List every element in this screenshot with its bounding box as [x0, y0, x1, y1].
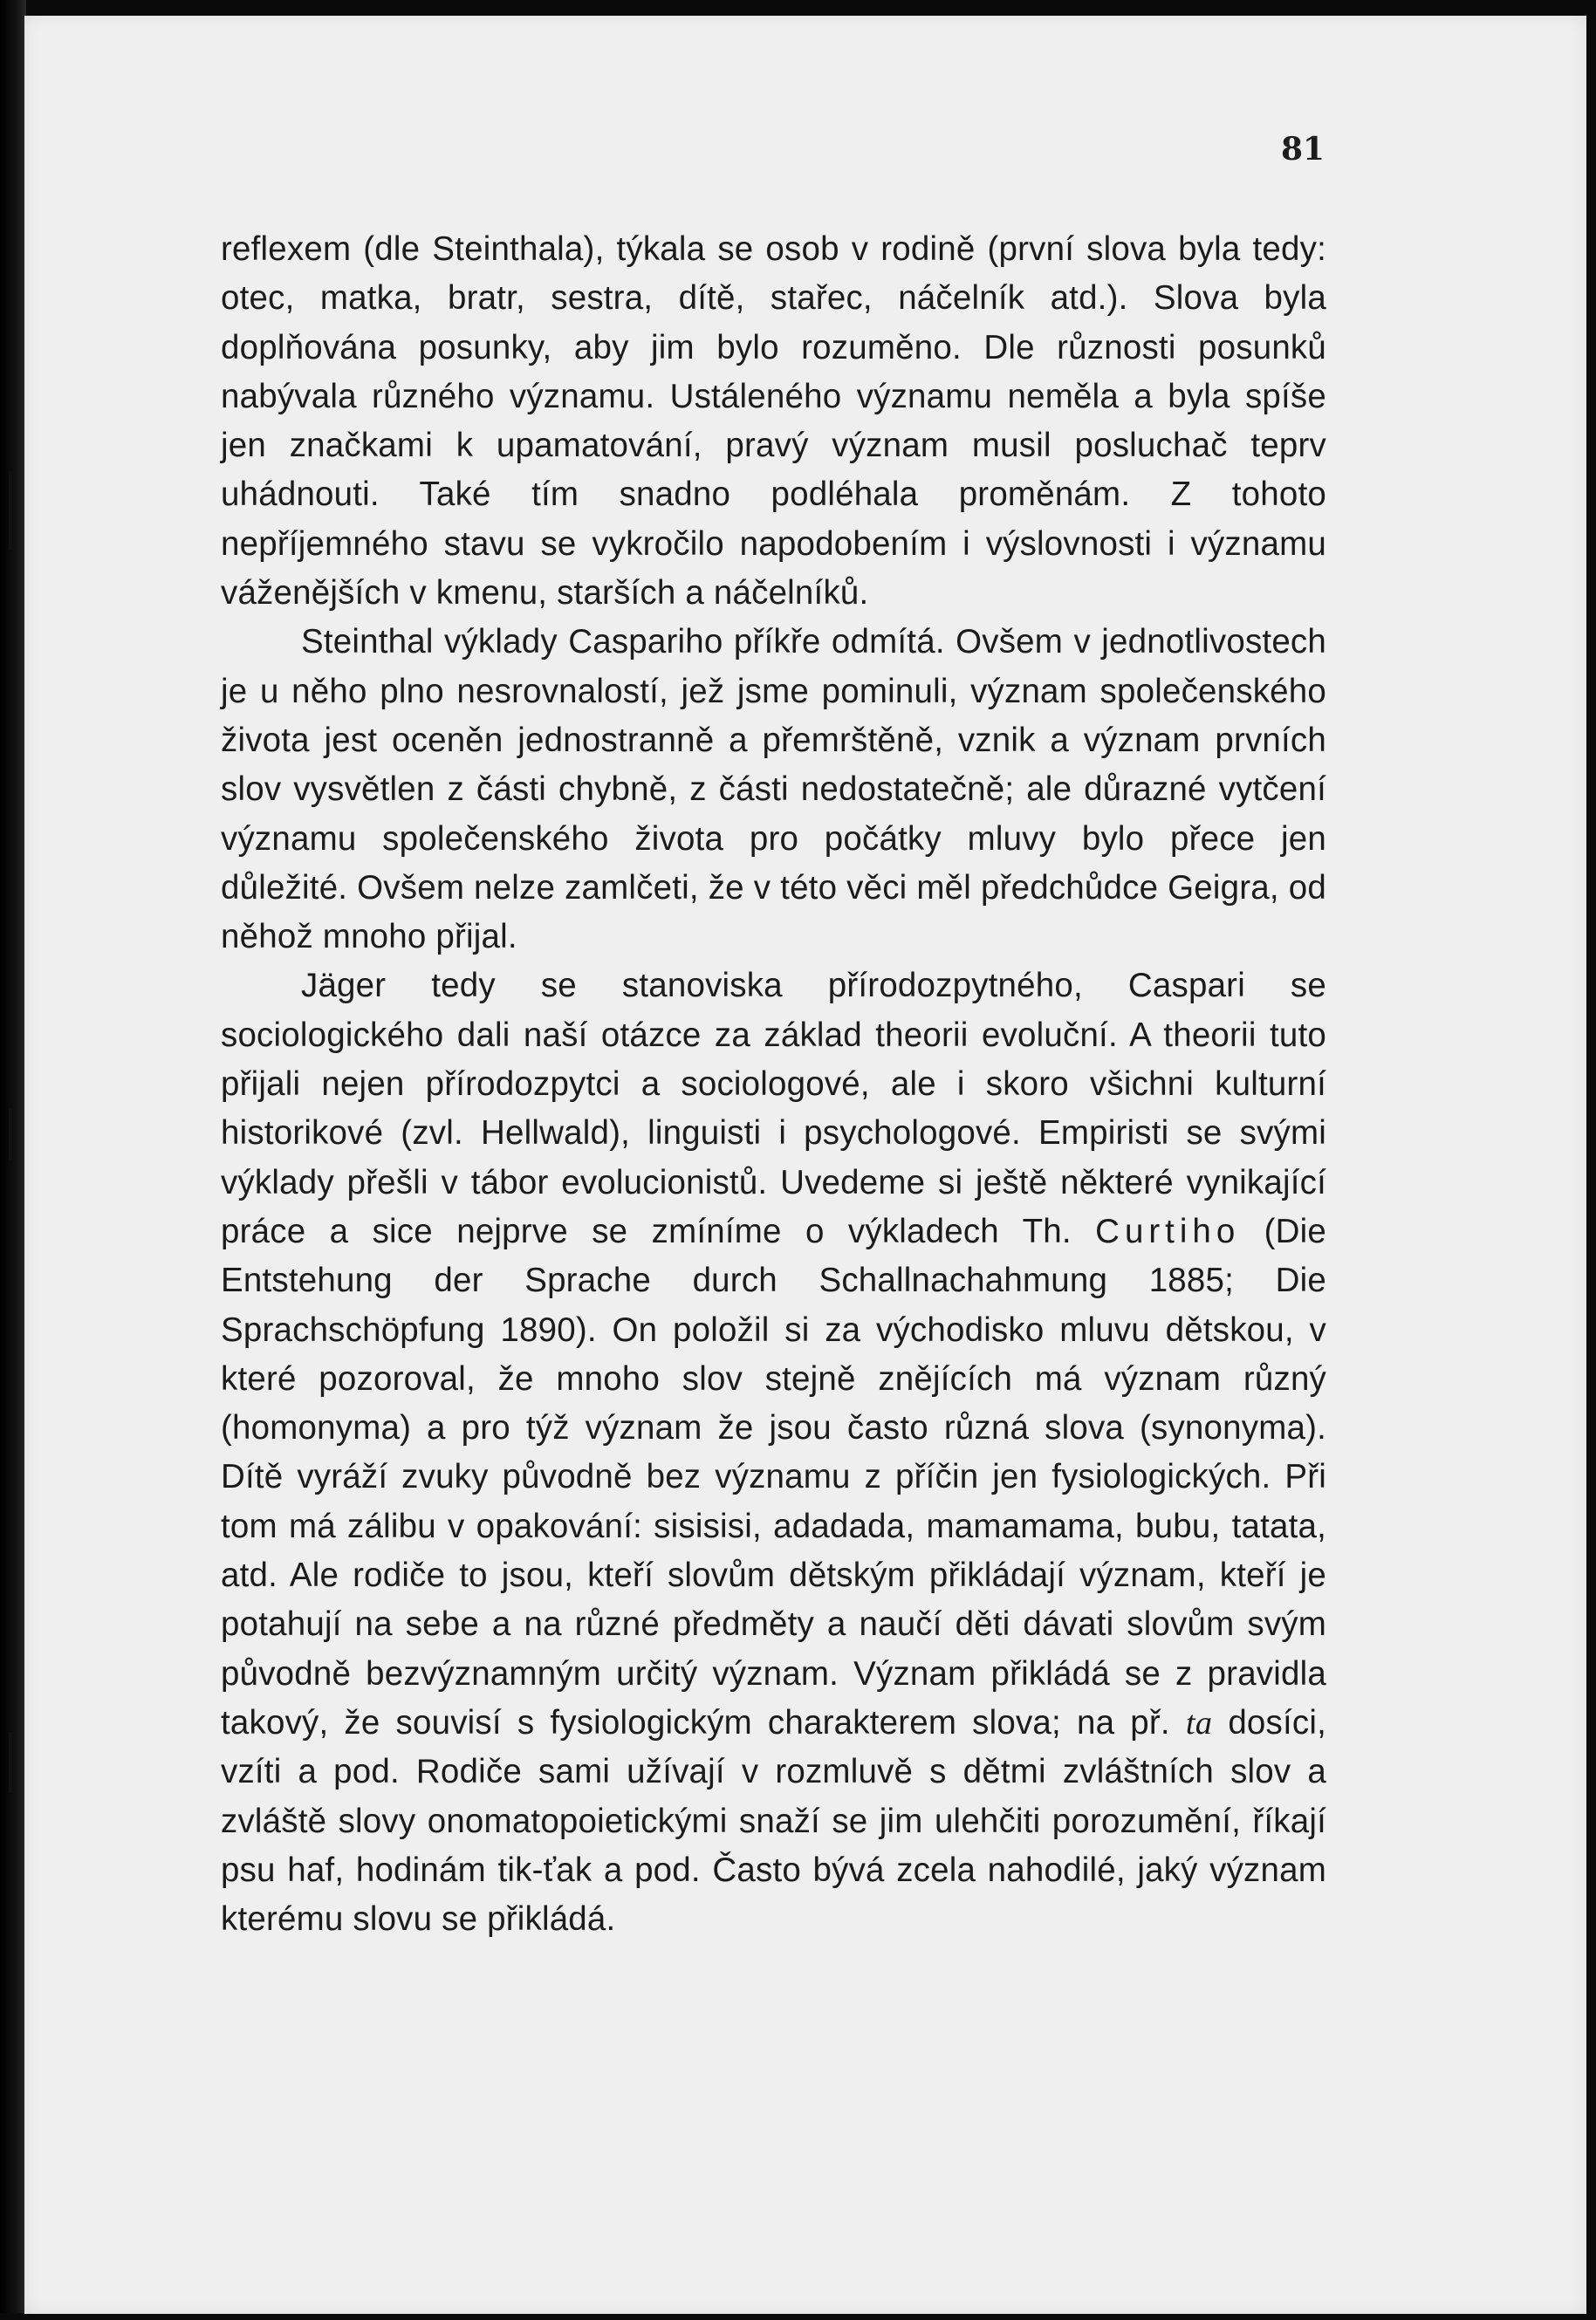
scan-edge-mark [9, 471, 12, 550]
scan-border-left [0, 0, 26, 2320]
italic-example: ta [1185, 1704, 1213, 1742]
scan-border-right [1586, 0, 1596, 2320]
page-number: 81 [1281, 131, 1325, 168]
paragraph-1 [221, 225, 1326, 618]
body-text [221, 225, 1326, 1944]
scan-border-top [0, 0, 1596, 16]
scan-border-bottom [0, 2313, 1596, 2320]
paragraph-2 [221, 618, 1326, 962]
text-run: dosíci, vzíti a pod. Rodiče sami užívají v rozmluvě s dětmi zvláštních slov a zvláště slovy onomatopoietickými snaží se jim ulehčiti porozumění, říkají psu haf, hodinám tik-ťak a pod. Často bývá zcela nahodilé, jaký význam kterému slovu se přikládá. [221, 1703, 1326, 1939]
text-run: reflexem (dle Steinthala), týkala se osob v rodině (první slova byla tedy: otec, matka, bratr, sestra, dítě, stařec, náčelník atd.). Slova byla doplňována posunky, aby jim bylo rozuměno. Dle různosti posunků nabývala různého významu. Ustáleného významu neměla a byla spíše jen značkami k upamatování, pravý význam musil posluchač teprv uhádnouti. Také tím snadno podléhala proměnám. Z tohoto nepříjemného stavu se vykročilo napodobením i výslovnosti i významu váženějších v kmenu, starších a náčelníků. [221, 230, 1326, 613]
scan-edge-mark [9, 1732, 12, 1793]
text-run: Jäger tedy se stanoviska přírodozpytného, Caspari se sociologického dali naší otázce za základ theorii evoluční. A theorii tuto přijali nejen přírodozpytci a sociologové, ale i skoro všichni kulturní historikové (zvl. Hellwald), linguisti i psychologové. Empiristi se svými výklady přešli v tábor evolucionistů. Uvedeme si ještě některé vynikající práce a sice nejprve se zmíníme o výkladech Th. [221, 967, 1326, 1250]
scan-edge-mark [9, 1108, 12, 1160]
paragraph-3 [221, 962, 1326, 1944]
text-run: (Die Entstehung der Sprache durch Schallnachahmung 1885; Die Sprachschöpfung 1890). On položil si za východisko mluvu dětskou, v které pozoroval, že mnoho slov stejně znějících má význam různý (homonyma) a pro týž význam že jsou často různá slova (synonyma). Dítě vyráží zvuky původně bez významu z příčin jen fysiologických. Při tom má zálibu v opakování: sisisisi, adadada, mamamama, bubu, tatata, atd. Ale rodiče to jsou, kteří slovům dětským přikládají význam, kteří je potahují na sebe a na různé předměty a naučí děti dávati slovům svým původně bezvýznamným určitý význam. Význam přikládá se z pravidla takový, že souvisí s fysiologickým charakterem slova; na př. [221, 1212, 1326, 1742]
text-run: Steinthal výklady Caspariho příkře odmítá. Ovšem v jednotlivostech je u něho plno nesrovnalostí, jež jsme pominuli, význam společenského života jest oceněn jednostranně a přemrštěně, vznik a význam prvních slov vysvětlen z části chybně, z části nedostatečně; ale důrazné vytčení významu společenského života pro počátky mluvy bylo přece jen důležité. Ovšem nelze zamlčeti, že v této věci měl předchůdce Geigra, od něhož mnoho přijal. [221, 623, 1326, 956]
author-name-spaced: Curtiho [1095, 1212, 1241, 1250]
